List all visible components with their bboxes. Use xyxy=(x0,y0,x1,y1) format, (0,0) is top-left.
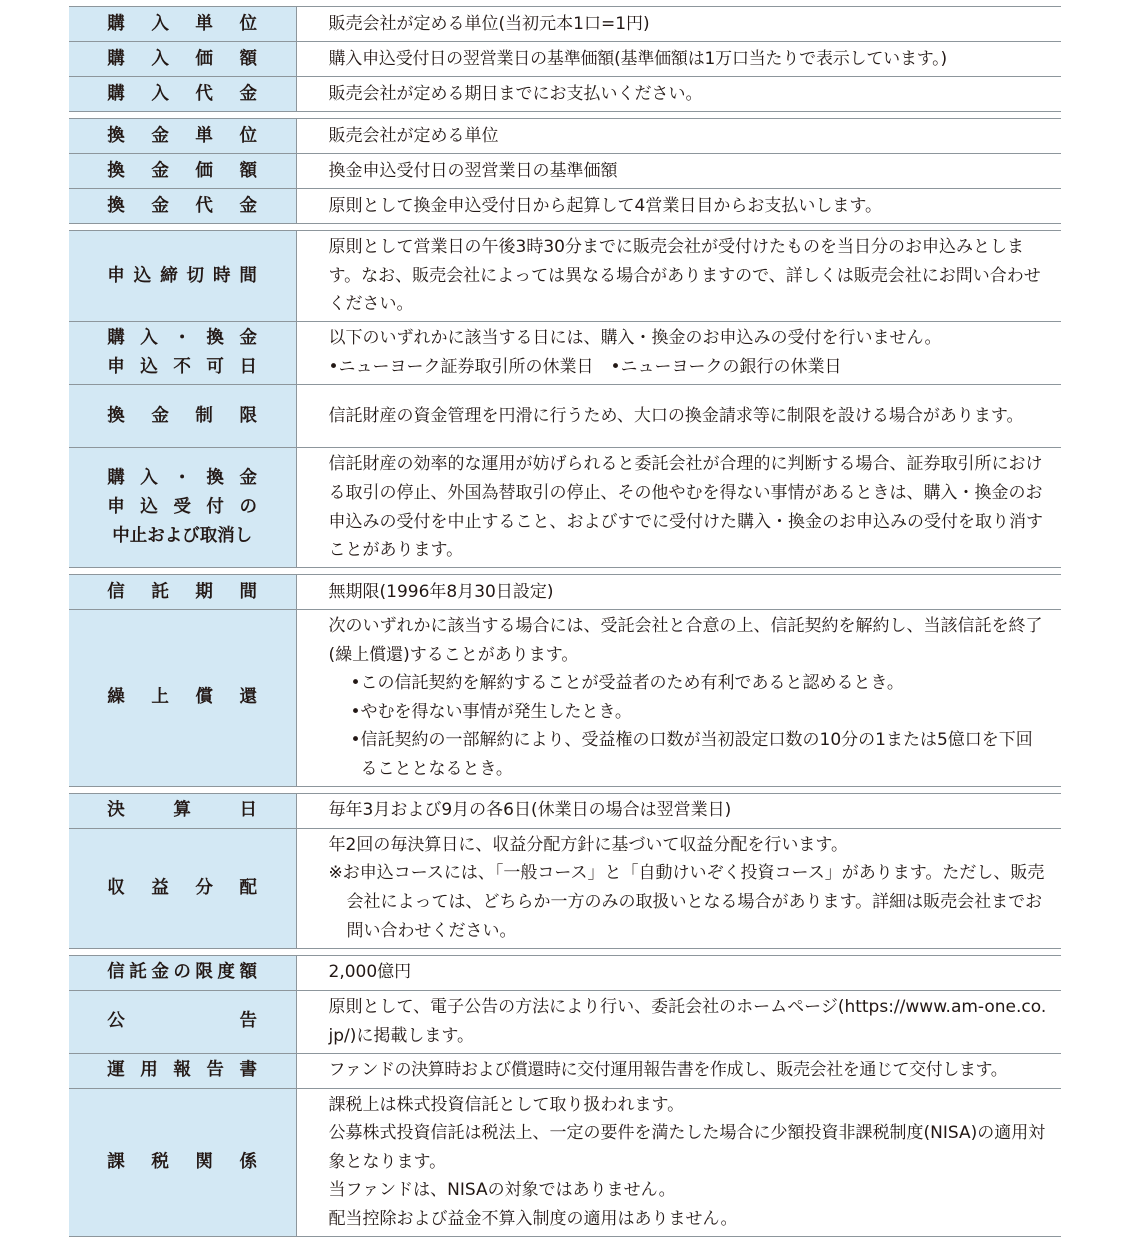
label-suspension-line1: 購入・換金 xyxy=(107,468,258,488)
value-early-redemption-bullet-3: •信託契約の一部解約により、受益権の口数が当初設定口数の10分の1または5億口を下回ることとなるとき。 xyxy=(350,730,1033,779)
value-settlement: 毎年3月および9月の各6日(休業日の場合は翌営業日) xyxy=(296,793,1061,828)
fund-terms-sheet xyxy=(69,6,1061,1237)
value-suspension: 信託財産の効率的な運用が妨げられると委託会社が合理的に判断する場合、証券取引所における取引の停止、外国為替取引の停止、その他やむを得ない事情があるときは、購入・換金のお申込みの受付を中止すること、およびすでに受付けた購入・換金のお申込みの受付を取り消すことがあります。 xyxy=(296,448,1061,568)
value-tax-line4: 配当控除および益金不算入制度の適用はありません。 xyxy=(328,1208,738,1229)
value-distribution-line1: 年2回の毎決算日に、収益分配方針に基づいて収益分配を行います。 xyxy=(328,834,848,855)
label-settlement: 決算日 xyxy=(107,800,258,821)
section-separator xyxy=(69,568,1061,575)
value-early-redemption-bullet-2: •やむを得ない事情が発生したとき。 xyxy=(350,701,632,722)
row-limit xyxy=(69,955,1061,990)
label-purchase-unit: 購入単位 xyxy=(107,13,258,34)
value-redeem-payment: 原則として換金申込受付日から起算して4営業日目からお支払いします。 xyxy=(296,189,1061,224)
row-redeem-price xyxy=(69,154,1061,189)
row-tax xyxy=(69,1088,1061,1236)
row-early-redemption xyxy=(69,610,1061,787)
fund-terms-table xyxy=(69,6,1061,1237)
section-separator xyxy=(69,112,1061,119)
value-early-redemption-intro: 次のいずれかに該当する場合には、受託会社と合意の上、信託契約を解約し、当該信託を終了(繰上償還)することがあります。 xyxy=(328,616,1043,665)
label-purchase-payment: 購入代金 xyxy=(107,83,258,104)
label-purchase-price: 購入価額 xyxy=(107,48,258,69)
value-purchase-payment: 販売会社が定める期日までにお支払いください。 xyxy=(296,77,1061,112)
row-notice xyxy=(69,990,1061,1053)
value-no-apply-line1: 以下のいずれかに該当する日には、購入・換金のお申込みの受付を行いません。 xyxy=(328,328,942,349)
value-tax-line2: 公募株式投資信託は税法上、一定の要件を満たした場合に少額投資非課税制度(NISA)の適用対象となります。 xyxy=(328,1123,1046,1172)
value-redeem-unit: 販売会社が定める単位 xyxy=(296,119,1061,154)
row-redeem-payment xyxy=(69,189,1061,224)
value-report: ファンドの決算時および償還時に交付運用報告書を作成し、販売会社を通じて交付します。 xyxy=(296,1053,1061,1088)
row-report xyxy=(69,1053,1061,1088)
row-purchase-price xyxy=(69,42,1061,77)
label-redeem-payment: 換金代金 xyxy=(107,195,258,216)
row-suspension xyxy=(69,448,1061,568)
value-distribution-note: ※お申込コースには、「一般コース」と「自動けいぞく投資コース」があります。ただし、販売会社によっては、どちらか一方のみの取扱いとなる場合があります。詳細は販売会社までお問い合わせください。 xyxy=(328,863,1045,941)
value-early-redemption-bullet-1: •この信託契約を解約することが受益者のため有利であると認めるとき。 xyxy=(350,673,904,694)
label-early-redemption: 繰上償還 xyxy=(107,687,258,708)
label-trust-period: 信託期間 xyxy=(107,581,258,602)
label-suspension-line3: 中止および取消し xyxy=(112,526,253,546)
label-no-apply-line1: 購入・換金 xyxy=(107,328,258,348)
section-separator xyxy=(69,786,1061,793)
value-deadline: 原則として営業日の午後3時30分までに販売会社が受付けたものを当日分のお申込みとします。なお、販売会社によっては異なる場合がありますので、詳しくは販売会社にお問い合わせください。 xyxy=(296,231,1061,322)
label-redeem-price: 換金価額 xyxy=(107,160,258,181)
label-redeem-limit: 換金制限 xyxy=(107,405,258,426)
value-purchase-unit: 販売会社が定める単位(当初元本1口=1円) xyxy=(296,7,1061,42)
label-distribution: 収益分配 xyxy=(107,877,258,898)
label-tax: 課税関係 xyxy=(107,1151,258,1172)
value-redeem-price: 換金申込受付日の翌営業日の基準価額 xyxy=(296,154,1061,189)
label-no-apply-line2: 申込不可日 xyxy=(107,357,258,377)
row-settlement xyxy=(69,793,1061,828)
section-separator xyxy=(69,948,1061,955)
value-no-apply-line2: •ニューヨーク証券取引所の休業日 •ニューヨークの銀行の休業日 xyxy=(328,357,842,377)
value-trust-period: 無期限(1996年8月30日設定) xyxy=(296,575,1061,610)
value-notice: 原則として、電子公告の方法により行い、委託会社のホームページ(https://www.am-one.co.jp/)に掲載します。 xyxy=(296,990,1061,1053)
row-purchase-unit xyxy=(69,7,1061,42)
value-redeem-limit: 信託財産の資金管理を円滑に行うため、大口の換金請求等に制限を設ける場合があります。 xyxy=(296,385,1061,448)
section-separator xyxy=(69,224,1061,231)
value-tax-line1: 課税上は株式投資信託として取り扱われます。 xyxy=(328,1094,685,1115)
value-purchase-price: 購入申込受付日の翌営業日の基準価額(基準価額は1万口当たりで表示しています。) xyxy=(296,42,1061,77)
label-limit: 信託金の限度額 xyxy=(107,962,258,983)
row-distribution xyxy=(69,828,1061,948)
row-redeem-limit xyxy=(69,385,1061,448)
label-redeem-unit: 換金単位 xyxy=(107,125,258,146)
label-notice: 公告 xyxy=(107,1011,258,1032)
value-tax-line3: 当ファンドは、NISAの対象ではありません。 xyxy=(328,1180,676,1201)
label-report: 運用報告書 xyxy=(107,1060,258,1081)
row-no-apply-days xyxy=(69,322,1061,385)
row-trust-period xyxy=(69,575,1061,610)
row-redeem-unit xyxy=(69,119,1061,154)
label-suspension-line2: 申込受付の xyxy=(107,497,258,517)
row-purchase-payment xyxy=(69,77,1061,112)
label-deadline: 申込締切時間 xyxy=(107,265,258,286)
value-limit: 2,000億円 xyxy=(296,955,1061,990)
row-deadline xyxy=(69,231,1061,322)
